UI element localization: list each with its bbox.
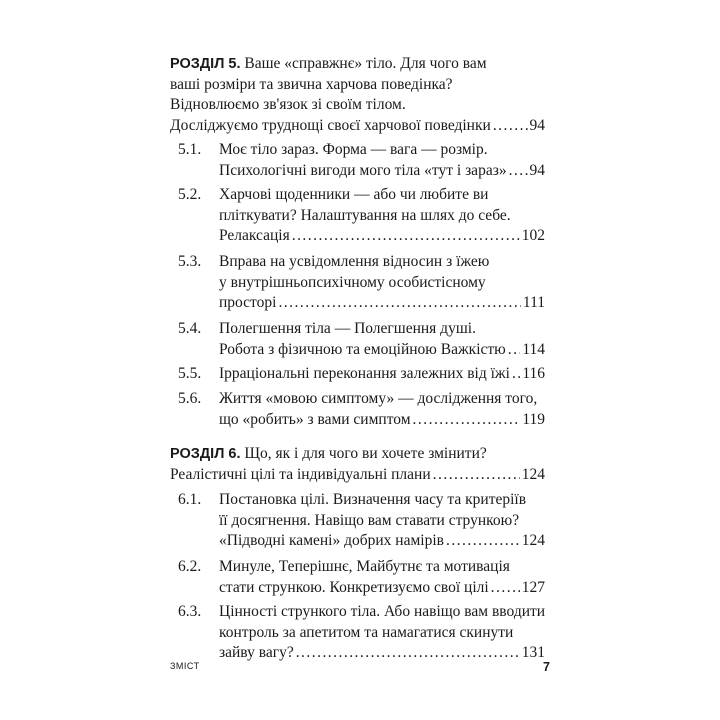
entry-last-line: стати стрункою. Конкретизуємо свої цілі . . . 127 [219,578,545,599]
toc-entry-5-6 [178,389,545,430]
entry-line: Цінності стрункого тіла. Або навіщо вам вводити [219,603,546,620]
entry-line: Постановка цілі. Визначення часу та критеріїв [219,491,527,508]
entry-line: контроль за апетитом та намагатися скинути [219,623,514,641]
section-6-page: 124 [521,465,545,483]
entry-line: Полегшення тіла — Полегшення душі. [219,320,476,337]
entry-last-line: Ірраціональні переконання залежних від їжі . . . 116 [219,364,545,385]
entry-page: 114 [522,340,545,358]
section-5-title-line-2: ваші розміри та звична харчова поведінка? [170,75,453,93]
entry-last-line: Робота з фізичною та емоційною Важкістю . . . 114 [219,340,545,361]
entry-page: 94 [529,161,545,179]
entry-last-line: Психологічні вигоди мого тіла «тут і зараз» . . . 94 [219,161,545,182]
running-footer-title: ЗМІСТ [170,661,200,671]
toc-entry-5-3 [178,252,545,314]
section-5-title-line-1: Ваше «справжнє» тіло. Для чого вам [244,55,487,72]
section-6-last-line: Реалістичні цілі та індивідуальні плани . . . 124 [170,465,545,486]
section-5-label: РОЗДІЛ 5. [170,56,241,72]
entry-number: 5.4. [178,320,202,337]
entry-line: пліткувати? Налаштування на шлях до себе. [219,206,511,224]
entry-last-line: просторі . . . 111 [219,293,545,314]
entry-line: Минуле, Теперішнє, Майбутнє та мотивація [219,558,510,575]
entry-page: 102 [521,227,545,244]
entry-number: 6.2. [178,558,202,575]
entry-line: Життя «мовою симптому» — дослідження того, [219,390,538,407]
entry-number: 5.5. [178,365,202,382]
page-number: 7 [543,660,550,674]
section-5-heading [170,54,545,136]
entry-line: її досягнення. Навіщо вам ставати стрункою? [219,511,520,529]
entry-last-line: зайву вагу? . . . 131 [219,643,545,664]
toc-entry-5-5 [178,364,545,385]
section-5-page: 94 [529,116,545,134]
entry-page: 131 [521,644,545,661]
entry-line: Моє тіло зараз. Форма — вага — розмір. [219,141,488,158]
toc-entry-6-3 [178,602,545,664]
toc-entry-5-2 [178,185,545,247]
section-6-heading [170,444,545,485]
section-5-last-line: Досліджуємо труднощі своєї харчової поведінки . . . 94 [170,116,545,137]
entry-page: 127 [521,578,545,596]
entry-last-line: що «робить» з вами симптом . . . 119 [219,410,545,431]
entry-page: 119 [522,410,545,428]
entry-number: 5.2. [178,186,202,203]
toc-entry-6-1 [178,490,545,552]
entry-page: 116 [522,365,545,382]
entry-number: 5.3. [178,253,202,270]
section-6-label: РОЗДІЛ 6. [170,446,241,462]
toc-entry-5-4 [178,319,545,360]
entry-number: 6.3. [178,603,202,620]
entry-number: 5.1. [178,141,202,158]
section-5-title-line-3: Відновлюємо зв'язок зі своїм тілом. [170,96,406,113]
section-6-title-line-1: Що, як і для чого ви хочете змінити? [244,445,487,462]
toc-entry-5-1 [178,140,545,181]
entry-number: 6.1. [178,491,202,508]
toc-entry-6-2 [178,557,545,598]
entry-line: у внутрішньопсихічному особистісному [219,273,486,291]
entry-line: Харчові щоденники — або чи любите ви [219,186,489,203]
entry-last-line: Релаксація . . . 102 [219,226,545,247]
entry-number: 5.6. [178,390,202,407]
entry-last-line: «Підводні камені» добрих намірів . . . 124 [219,531,545,552]
entry-line: Вправа на усвідомлення відносин з їжею [219,253,490,270]
entry-page: 111 [522,294,545,311]
entry-page: 124 [521,532,545,549]
